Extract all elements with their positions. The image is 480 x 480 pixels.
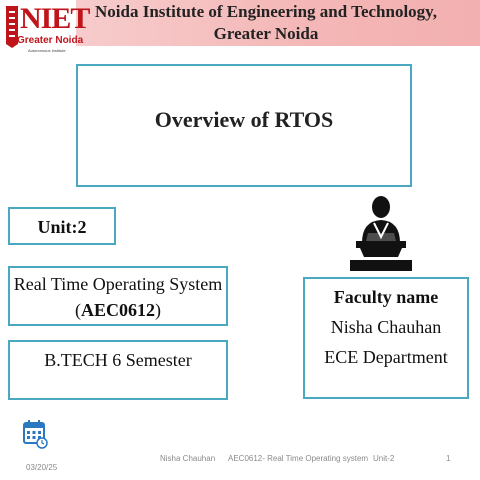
faculty-box bbox=[303, 277, 469, 399]
calendar-icon bbox=[22, 418, 48, 450]
faculty-department: ECE Department bbox=[324, 347, 448, 367]
semester-box bbox=[8, 340, 228, 400]
lecturer-podium-icon bbox=[348, 193, 414, 273]
unit-box bbox=[8, 207, 116, 245]
institute-name-line2: Greater Noida bbox=[213, 24, 319, 43]
footer-author: Nisha Chauhan bbox=[160, 454, 216, 463]
course-code-line: (AEC0612) bbox=[74, 300, 161, 320]
footer-course: AEC0612- Real Time Operating system bbox=[228, 454, 369, 463]
logo-subtitle: Greater Noida bbox=[17, 35, 84, 46]
niet-logo bbox=[2, 2, 90, 62]
slide-title: Overview of RTOS bbox=[154, 107, 334, 132]
footer-page-number: 1 bbox=[446, 454, 451, 463]
course-code: AEC0612 bbox=[80, 300, 155, 320]
title-box bbox=[76, 64, 412, 187]
course-box bbox=[8, 266, 228, 326]
faculty-name: Nisha Chauhan bbox=[330, 317, 442, 337]
unit-label: Unit:2 bbox=[37, 217, 87, 237]
logo-tagline: Autonomous Institute bbox=[28, 48, 66, 53]
logo-word: NIET bbox=[20, 2, 90, 35]
footer-date: 03/20/25 bbox=[26, 463, 58, 472]
faculty-label: Faculty name bbox=[333, 287, 439, 307]
footer-unit: Unit-2 bbox=[373, 454, 395, 463]
course-name: Real Time Operating System bbox=[13, 274, 223, 294]
institute-name-line1: Noida Institute of Engineering and Technology, bbox=[95, 2, 437, 21]
semester-label: B.TECH 6 Semester bbox=[44, 350, 192, 370]
